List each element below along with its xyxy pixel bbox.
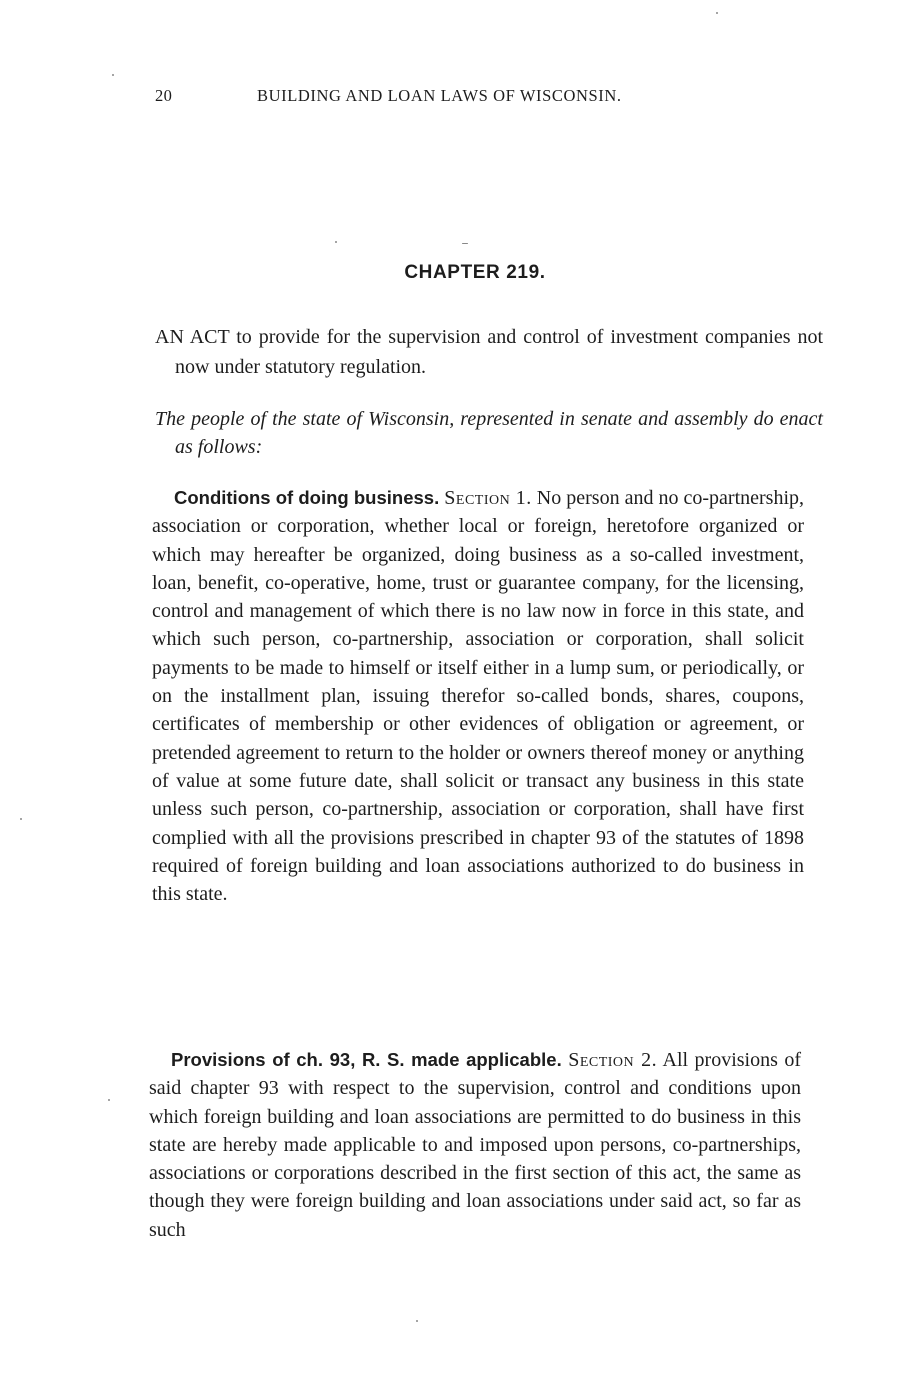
section-2-text: All provisions of said chapter 93 with respect to the supervision, control and conditions upon which foreign building and loan associations are permitted to do business in this state are hereby made applicable to and imposed upon persons, co-partnerships, associations or corporations described in the first section of this act, the same as though they were foreign building and loan associations under said act, so far as such [149,1049,802,1241]
scan-speck [416,1320,418,1322]
section-2-label: Section 2. [568,1049,658,1071]
act-title: AN ACT to provide for the supervision and control of investment companies not now under statutory regulation. [155,326,823,378]
page-number: 20 [155,86,173,105]
section-1-label: Section 1. [444,487,532,509]
enacting-clause: The people of the state of Wisconsin, represented in senate and assembly do enact as follows: [155,408,823,458]
section-2-paragraph [149,1046,801,1244]
section-1-sidenote: Conditions of doing business. [174,487,440,508]
section-1-paragraph [152,484,804,908]
running-head [155,86,715,110]
chapter-heading: CHAPTER 219. [404,262,546,283]
scan-speck [716,12,718,14]
scan-speck [108,1099,110,1101]
scan-speck [20,818,22,820]
section-1-text: No person and no co-partnership, association or corporation, whether local or foreign, heretofore organized or which may hereafter be organized, doing business as a so-called investment, loan, benefit, co-operative, home, trust or guarantee company, for the licensing, control and management of which there is no law now in force in this state, and which such person, co-partnership, association or corporation, shall solicit payments to be made to himself or itself either in a lump sum, or periodically, or on the installment plan, issuing therefor so-called bonds, shares, coupons, certificates of membership or other evidences of obligation or agreement, or pretended agreement to return to the holder or owners thereof money or anything of value at some future date, shall solicit or transact any business in this state unless such person, co-partnership, association or corporation, shall have first complied with all the provisions prescribed in chapter 93 of the statutes of 1898 required of foreign building and loan associations authorized to do business in this state. [152,487,805,906]
section-2-sidenote: Provisions of ch. 93, R. S. made applicable. [171,1049,562,1070]
scan-speck [462,243,468,244]
scan-speck [335,241,337,243]
scan-speck [112,74,114,76]
running-title: BUILDING AND LOAN LAWS OF WISCONSIN. [257,86,622,105]
